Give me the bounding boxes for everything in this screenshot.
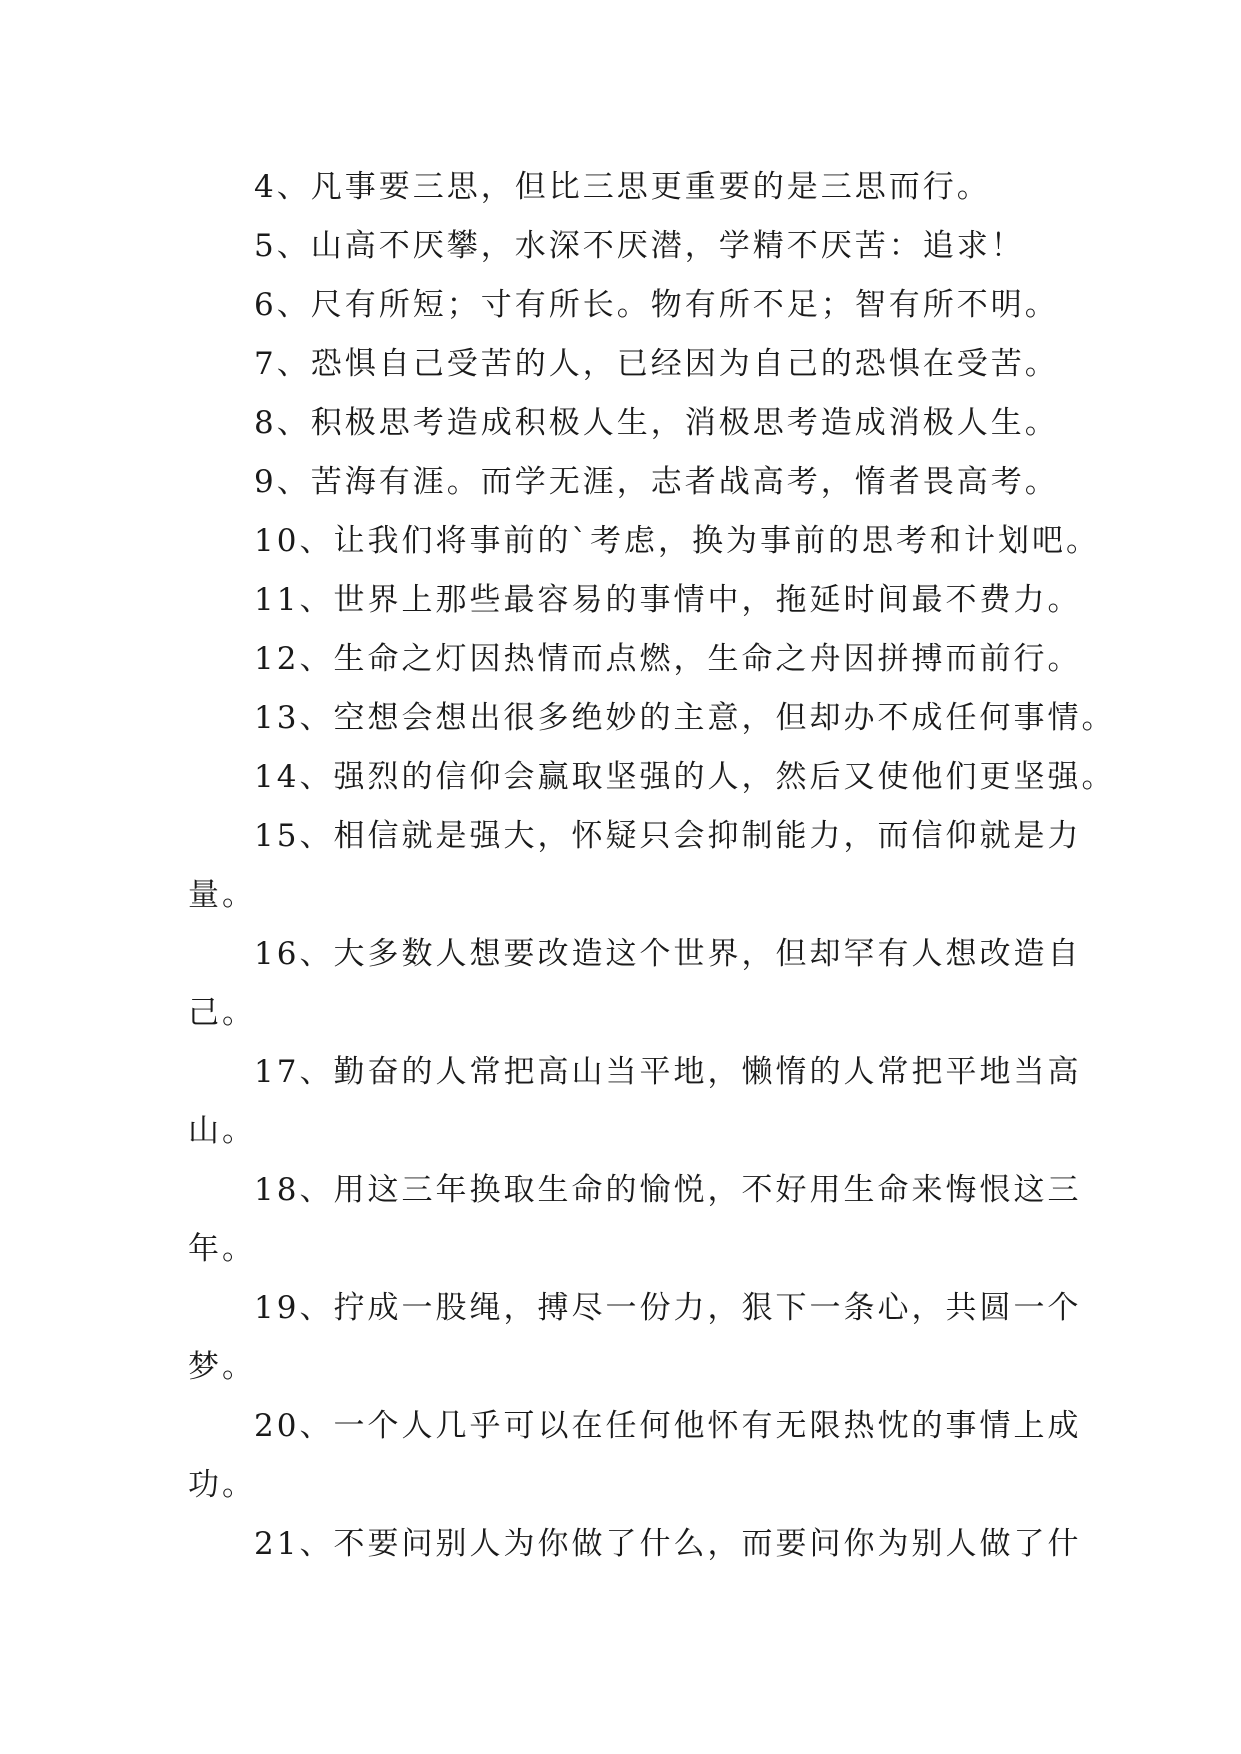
text-line: 5、山高不厌攀，水深不厌潜，学精不厌苦：追求！: [254, 228, 1025, 264]
text-line: 功。: [188, 1467, 256, 1503]
text-line: 19、拧成一股绳，搏尽一份力，狠下一条心，共圆一个: [254, 1290, 1082, 1326]
text-line: 10、让我们将事前的`考虑，换为事前的思考和计划吧。: [254, 523, 1100, 559]
text-line: 4、凡事要三思，但比三思更重要的是三思而行。: [254, 169, 991, 205]
text-line: 8、积极思考造成积极人生，消极思考造成消极人生。: [254, 405, 1059, 441]
text-line: 年。: [188, 1231, 256, 1267]
text-line: 12、生命之灯因热情而点燃，生命之舟因拼搏而前行。: [254, 641, 1082, 677]
text-line: 梦。: [188, 1349, 256, 1385]
document-body: [188, 158, 1116, 1574]
text-line: 20、一个人几乎可以在任何他怀有无限热忱的事情上成: [254, 1408, 1082, 1444]
text-line: 11、世界上那些最容易的事情中，拖延时间最不费力。: [254, 582, 1082, 618]
text-line: 己。: [188, 995, 256, 1031]
text-line: 6、尺有所短；寸有所长。物有所不足；智有所不明。: [254, 287, 1059, 323]
text-line: 9、苦海有涯。而学无涯，志者战高考，惰者畏高考。: [254, 464, 1059, 500]
text-line: 14、强烈的信仰会赢取坚强的人，然后又使他们更坚强。: [254, 759, 1116, 795]
text-line: 18、用这三年换取生命的愉悦，不好用生命来悔恨这三: [254, 1172, 1082, 1208]
text-line: 13、空想会想出很多绝妙的主意，但却办不成任何事情。: [254, 700, 1116, 736]
text-line: 7、恐惧自己受苦的人，已经因为自己的恐惧在受苦。: [254, 346, 1059, 382]
text-line: 16、大多数人想要改造这个世界，但却罕有人想改造自: [254, 936, 1082, 972]
text-line: 17、勤奋的人常把高山当平地，懒惰的人常把平地当高: [254, 1054, 1082, 1090]
text-line: 山。: [188, 1113, 256, 1149]
text-line: 15、相信就是强大，怀疑只会抑制能力，而信仰就是力: [254, 818, 1082, 854]
text-line: 量。: [188, 877, 256, 913]
text-line: 21、不要问别人为你做了什么，而要问你为别人做了什: [254, 1526, 1082, 1562]
